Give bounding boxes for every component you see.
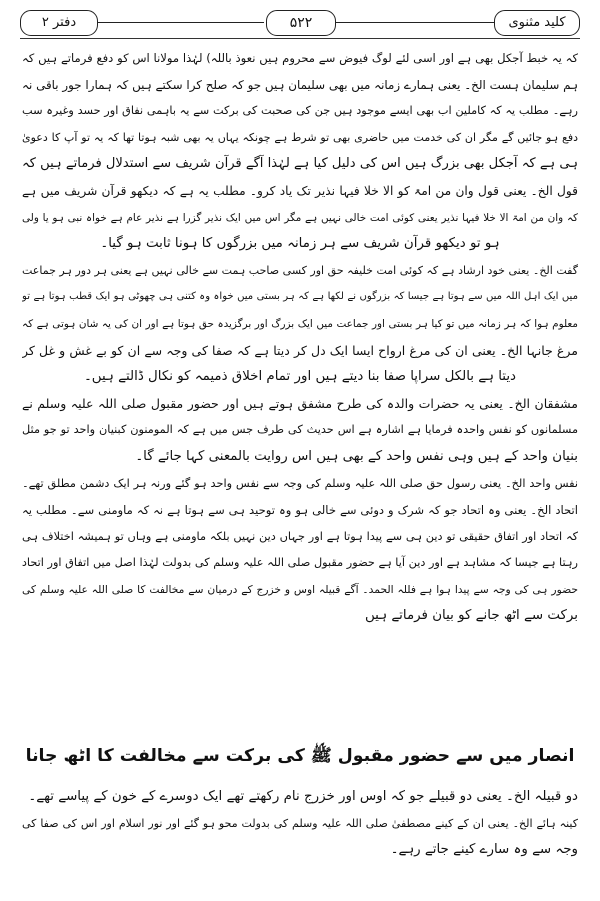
text-line: کینہ ہائے الخ۔ یعنی ان کے کینے مصطفیٰ صلی اللہ علیہ وسلم کی بدولت محو ہو گئے اور نور اسلام اور اس کی صفا کی xyxy=(22,816,578,830)
text-line: بنیان واحد کے ہیں وہی نفس واحد کے بھی ہیں اس روایت بالمعنی کہا جائے گا۔ xyxy=(135,448,578,464)
text-line: حضور ہی کی وجہ سے پیدا ہوا ہے فللہ الحمد۔ آگے قبیلہ اوس و خزرج کے درمیان سے مخالفت کا صلی اللہ علیہ وسلم کی xyxy=(22,582,578,596)
volume-label: دفتر ۲ xyxy=(20,10,98,36)
page-header xyxy=(16,10,584,36)
text-line: مرغ جانہا الخ۔ یعنی ان کی مرغ ارواح ایسا ایک دل کر دیتا ہے کہ صفا کی وجہ سے ان کو بے غش و غل کر xyxy=(22,342,578,358)
text-line: رہتا ہے جیسا کہ مشاہد ہے اور دین آیا ہے حضور مقبول صلی اللہ علیہ وسلم کی بدولت لہٰذا اصل میں اتفاق اور اتحاد xyxy=(22,556,578,570)
text-line: گفت الخ۔ یعنی خود ارشاد ہے کہ کوئی امت خلیفہ حق اور کسی صاحب ہمت سے خالی نہیں ہے یعنی ہر دور ہر جماعت xyxy=(22,263,578,277)
text-line: میں ایک اہل اللہ میں سے ہوتا ہے جیسا کہ بزرگوں نے لکھا ہے کہ ہر بستی میں خواہ وہ کتنی ہی چھوٹی ہو ایک قطب ہوتا ہے تو xyxy=(22,291,578,303)
text-line: دیتا ہے بالکل سراپا صفا بنا دیتے ہیں اور تمام اخلاق ذمیمہ کو نکال ڈالتے ہیں۔ xyxy=(83,369,517,385)
text-line: وجہ سے وہ سارے کینے جاتے رہے۔ xyxy=(390,842,578,858)
text-line: کہ وان من امۃ الا خلا فیہا نذیر یعنی کوئی امت خالی نہیں ہے مگر اس میں ایک نذیر گزرا ہے نذیر عام ہے خواہ نبی ہو یا ولی xyxy=(22,211,578,224)
text-line: کہ اتحاد اور اتفاق حقیقی تو دین ہی سے پیدا ہوتا ہے اور جہاں دین نہیں بلکہ ماومنی ہے وہاں تو ہمیشہ اختلاف ہی xyxy=(22,529,578,543)
text-line: نفس واحد الخ۔ یعنی رسول حق صلی اللہ علیہ وسلم کی وجہ سے نفس واحد ہو گئے ورنہ ہر ایک دشمن مطلق تھے۔ xyxy=(22,476,578,490)
text-line: ہم سلیمان ہست الخ۔ یعنی ہمارے زمانہ میں بھی سلیمان ہیں جو کہ صلح کرا سکتے ہیں کہ ہمارا جور باقی نہ xyxy=(22,77,578,92)
text-line: مشفقان الخ۔ یعنی یہ حضرات والدہ کی طرح مشفق ہوتے ہیں اور حضور مقبول صلی اللہ علیہ وسلم نے xyxy=(22,395,578,411)
body-text-2 xyxy=(22,784,578,864)
text-line: معلوم ہوا کہ ہر زمانہ میں تو کیا ہر بستی اور جماعت میں ایک بزرگ اور برگزیدہ حق ہوتا ہے اور ان کی یہ شان ہوتی ہے کہ xyxy=(22,317,578,330)
text-line: قول الخ۔ یعنی قول وان من امۃ کو الا خلا فیہا نذیر تک یاد کرو۔ مطلب یہ ہے کہ دیکھو قرآن شریف میں ہے xyxy=(22,183,578,198)
text-line: دفع ہو جائیں گے مگر ان کی خدمت میں حاضری بھی تو شرط ہے چونکہ یہاں یہ بھی شبہ ہوتا تھا کہ یہ تو آپ کا دعویٰ xyxy=(22,130,578,144)
page-number: ۵۲۲ xyxy=(266,10,336,36)
text-line: دو قبیلہ الخ۔ یعنی دو قبیلے جو کہ اوس اور خزرج نام رکھتے تھے ایک دوسرے کے خون کے پیاسے تھے۔ xyxy=(28,789,578,804)
text-line: مسلمانوں کو نفس واحدہ فرمایا ہے اشارہ ہے اس حدیث کی طرف جس میں ہے کہ المومنون کبنیان واحد تو جو مثل xyxy=(22,423,578,437)
section-heading: انصار میں سے حضور مقبول ﷺ کی برکت سے مخالفت کا اٹھ جانا xyxy=(25,746,575,766)
book-title: کلید مثنوی xyxy=(494,10,580,36)
text-line: برکت سے اٹھ جانے کو بیان فرماتے ہیں xyxy=(364,608,578,624)
header-line-left xyxy=(98,22,264,23)
header-line-right xyxy=(336,22,496,23)
text-line: رہے۔ مطلب یہ کہ کاملین اب بھی ایسے موجود ہیں جن کی صحبت کی برکت سے یہ باہمی نفاق اور حسد وغیرہ سب xyxy=(22,104,578,118)
header-rule xyxy=(20,38,580,39)
text-line: ہو تو دیکھو قرآن شریف سے ہر زمانہ میں بزرگوں کا ہونا ثابت ہو گیا۔ xyxy=(100,236,500,252)
body-text xyxy=(22,45,578,630)
text-line: کہ یہ خبط آجکل بھی ہے اور اسی لئے لوگ فیوض سے محروم ہیں نعوذ باللہ) لہٰذا مولانا اس کو دفع فرماتے ہیں کہ xyxy=(22,51,578,65)
text-line: ہی ہے کہ آجکل بھی بزرگ ہیں اس کی دلیل کیا ہے لہٰذا آگے قرآن شریف سے استدلال فرماتے ہیں کہ xyxy=(22,156,578,172)
text-line: اتحاد الخ۔ یعنی وہ اتحاد جو کہ شرک و دوئی سے خالی ہو وہ توحید ہی سے ہوتا ہے نہ کہ ماومنی سے۔ مطلب یہ xyxy=(22,503,578,518)
